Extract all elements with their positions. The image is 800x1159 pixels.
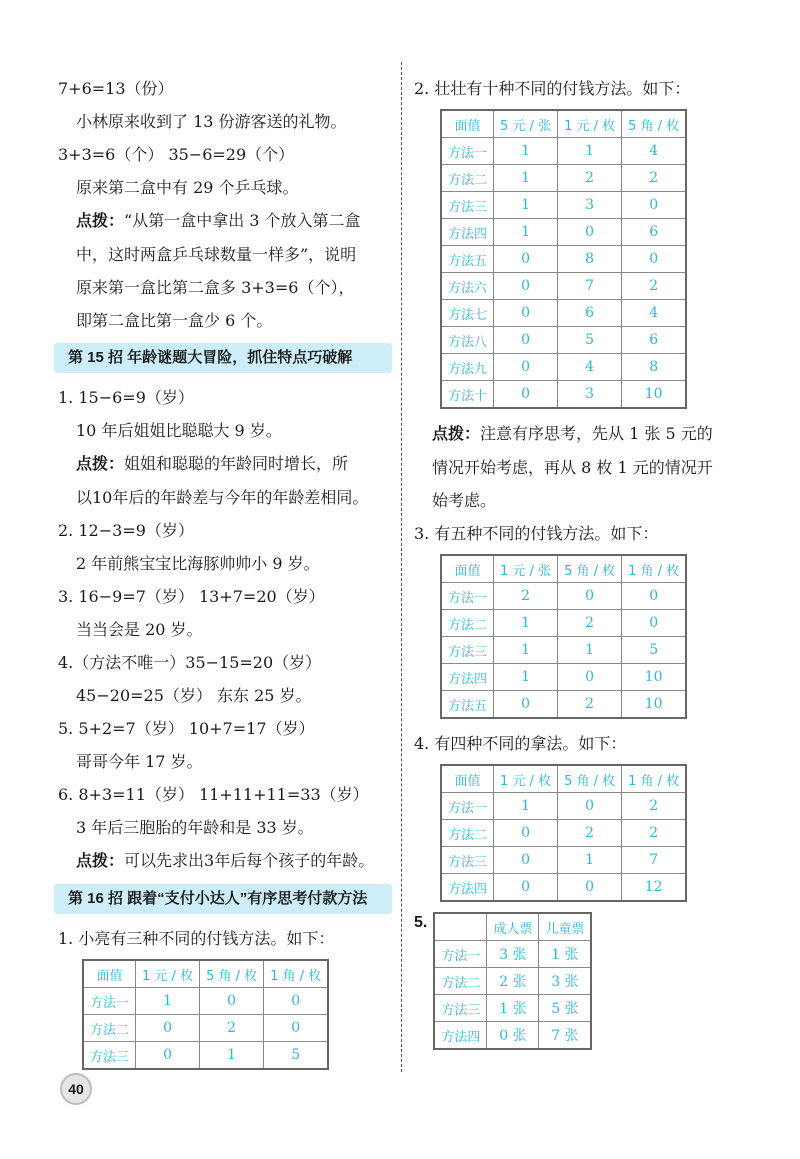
table-header-cell: 面值 <box>83 960 136 988</box>
tip-line: 以10年后的年龄差与今年的年龄差相同。 <box>76 488 369 507</box>
section-header-16: 第 16 招 跟着“支付小达人”有序思考付款方法 <box>54 884 392 914</box>
table-cell: 2 <box>622 793 687 820</box>
table-cell: 方法一 <box>441 138 494 165</box>
table-cell: 2 <box>558 610 622 637</box>
table-cell: 0 <box>494 847 558 874</box>
table-cell: 方法三 <box>441 847 494 874</box>
table-cell: 方法一 <box>83 988 136 1015</box>
table-cell: 10 <box>622 381 687 409</box>
table-cell: 5 <box>264 1042 329 1070</box>
section-header-15: 第 15 招 年龄谜题大冒险，抓住特点巧破解 <box>54 343 392 373</box>
table-cell: 0 <box>136 1015 200 1042</box>
table-header-row <box>83 960 328 988</box>
table-row <box>441 192 686 219</box>
tip-line <box>58 447 392 481</box>
table-cell: 0 张 <box>487 1022 539 1050</box>
table-cell: 1 <box>494 637 558 664</box>
table-row <box>441 664 686 691</box>
table-cell: 7 <box>622 847 687 874</box>
table-cell: 5 <box>558 327 622 354</box>
table-row <box>441 874 686 902</box>
table-header-cell: 5 角 / 枚 <box>558 555 622 583</box>
table-cell: 4 <box>558 354 622 381</box>
tip-text: 可以先求出3年后每个孩子的年龄。 <box>124 851 375 870</box>
table-cell: 方法三 <box>83 1042 136 1070</box>
table-cell: 方法一 <box>434 941 487 968</box>
tip-label: 点拨： <box>76 456 125 473</box>
column-divider <box>401 62 402 1072</box>
table-row <box>441 820 686 847</box>
answer-5: 5. 5+2=7（岁） 10+7=17（岁） <box>58 719 315 738</box>
table-cell: 5 <box>622 637 687 664</box>
table-cell: 方法六 <box>441 273 494 300</box>
table-header-cell: 1 元 / 张 <box>494 555 558 583</box>
table-1 <box>82 959 329 1070</box>
answer-line: 小林原来收到了 13 份游客送的礼物。 <box>76 112 347 131</box>
table-3 <box>440 554 687 719</box>
table-cell: 0 <box>494 691 558 719</box>
table-cell: 0 <box>494 354 558 381</box>
answer-6: 6. 8+3=11（岁） 11+11+11=33（岁） <box>58 785 369 804</box>
answer-line: 45−20=25（岁） 东东 25 岁。 <box>76 686 312 705</box>
tip-label: 点拨： <box>432 426 481 443</box>
table-cell: 方法三 <box>441 637 494 664</box>
table-cell: 1 <box>494 165 558 192</box>
table-cell: 4 <box>622 300 687 327</box>
table-header-cell: 1 角 / 枚 <box>622 555 687 583</box>
tip-text: 姐姐和聪聪的年龄同时增长，所 <box>124 454 349 473</box>
table-row <box>441 354 686 381</box>
table-cell: 10 <box>622 664 687 691</box>
table-cell: 方法二 <box>441 820 494 847</box>
table-cell: 方法九 <box>441 354 494 381</box>
table-cell: 1 张 <box>539 941 592 968</box>
page-number: 40 <box>60 1073 92 1105</box>
table-row <box>434 968 591 995</box>
table-row <box>83 1015 328 1042</box>
tip-line <box>58 844 392 878</box>
right-column <box>414 72 752 1058</box>
table-cell: 方法二 <box>441 610 494 637</box>
table-cell: 2 <box>200 1015 264 1042</box>
table-cell: 方法二 <box>83 1015 136 1042</box>
answer-line: 2 年前熊宝宝比海豚帅帅小 9 岁。 <box>76 554 320 573</box>
table-cell: 1 <box>494 192 558 219</box>
table-cell: 0 <box>622 246 687 273</box>
answer-2: 2. 12−3=9（岁） <box>58 521 194 540</box>
table-row <box>83 1042 328 1070</box>
table-header-cell: 5 元 / 张 <box>494 110 558 138</box>
table-cell: 8 <box>558 246 622 273</box>
table-row <box>83 988 328 1015</box>
table-cell: 7 <box>558 273 622 300</box>
table-cell: 1 <box>200 1042 264 1070</box>
table-cell: 2 <box>558 820 622 847</box>
table-cell: 2 <box>558 165 622 192</box>
tip-label: 点拨： <box>76 213 125 230</box>
table-header-cell: 儿童票 <box>539 913 592 941</box>
table-cell: 方法八 <box>441 327 494 354</box>
table-cell: 1 <box>558 138 622 165</box>
tip-line: 始考虑。 <box>432 491 497 510</box>
table-cell: 方法四 <box>441 219 494 246</box>
table-cell: 0 <box>494 381 558 409</box>
table-cell: 4 <box>622 138 687 165</box>
table-header-cell <box>434 913 487 941</box>
answer-5-number: 5. <box>414 914 428 931</box>
table-cell: 方法二 <box>434 968 487 995</box>
table-row <box>441 381 686 409</box>
table-cell: 0 <box>558 219 622 246</box>
table-cell: 方法一 <box>441 583 494 610</box>
table-cell: 10 <box>622 691 687 719</box>
table-cell: 方法四 <box>434 1022 487 1050</box>
answer-3: 3. 16−9=7（岁） 13+7=20（岁） <box>58 587 325 606</box>
table-cell: 1 张 <box>487 995 539 1022</box>
tip-line: 中，这时两盒乒乓球数量一样多”，说明 <box>76 245 357 264</box>
table-row <box>441 219 686 246</box>
table-cell: 0 <box>558 583 622 610</box>
table-cell: 12 <box>622 874 687 902</box>
table-header-cell: 面值 <box>441 765 494 793</box>
table-row <box>441 691 686 719</box>
tip-line: 原来第一盒比第二盒多 3+3=6（个）， <box>76 278 355 297</box>
table-row <box>441 637 686 664</box>
answer-2: 2. 壮壮有十种不同的付钱方法。如下： <box>414 79 691 98</box>
table-row <box>441 610 686 637</box>
table-cell: 1 <box>558 637 622 664</box>
table-cell: 方法五 <box>441 246 494 273</box>
answer-5: 3+3=6（个） 35−6=29（个） <box>58 145 295 164</box>
table-cell: 2 <box>622 273 687 300</box>
table-cell: 0 <box>558 664 622 691</box>
table-header-cell: 面值 <box>441 555 494 583</box>
table-row <box>434 1022 591 1050</box>
table-cell: 1 <box>494 138 558 165</box>
table-header-cell: 5 角 / 枚 <box>558 765 622 793</box>
table-cell: 3 张 <box>539 968 592 995</box>
table-cell: 6 <box>622 327 687 354</box>
tip-line <box>414 417 752 451</box>
table-header-cell: 1 元 / 枚 <box>136 960 200 988</box>
table-cell: 0 <box>264 988 329 1015</box>
table-cell: 方法四 <box>441 664 494 691</box>
table-cell: 0 <box>558 874 622 902</box>
table-header-cell: 1 角 / 枚 <box>264 960 329 988</box>
table-cell: 1 <box>494 219 558 246</box>
table-cell: 0 <box>494 820 558 847</box>
answer-5-block <box>414 910 752 1058</box>
table-5 <box>433 912 592 1050</box>
table-row <box>441 165 686 192</box>
answer-line <box>58 72 392 105</box>
table-cell: 方法七 <box>441 300 494 327</box>
table-cell: 0 <box>264 1015 329 1042</box>
table-cell: 方法三 <box>441 192 494 219</box>
table-cell: 3 <box>558 192 622 219</box>
tip-line <box>58 204 392 238</box>
answer-1: 1. 小亮有三种不同的付钱方法。如下： <box>58 929 335 948</box>
table-header-cell: 5 角 / 枚 <box>622 110 687 138</box>
answer-line: 3 年后三胞胎的年龄和是 33 岁。 <box>76 818 314 837</box>
answer-3: 3. 有五种不同的付钱方法。如下： <box>414 524 659 543</box>
table-header-cell: 成人票 <box>487 913 539 941</box>
table-cell: 3 <box>558 381 622 409</box>
table-header-row <box>434 913 591 941</box>
table-row <box>441 300 686 327</box>
table-cell: 方法三 <box>434 995 487 1022</box>
table-row <box>441 793 686 820</box>
table-cell: 6 <box>558 300 622 327</box>
table-cell: 3 张 <box>487 941 539 968</box>
table-cell: 0 <box>494 246 558 273</box>
table-cell: 0 <box>622 610 687 637</box>
table-cell: 2 <box>622 165 687 192</box>
table-cell: 2 张 <box>487 968 539 995</box>
left-column <box>58 72 392 1078</box>
table-header-cell: 1 角 / 枚 <box>622 765 687 793</box>
answer-4: 7+6=13（份） <box>58 79 174 98</box>
table-cell: 方法五 <box>441 691 494 719</box>
table-row <box>434 941 591 968</box>
table-cell: 1 <box>494 610 558 637</box>
table-cell: 方法二 <box>441 165 494 192</box>
table-cell: 6 <box>622 219 687 246</box>
answer-4: 4. 有四种不同的拿法。如下： <box>414 734 627 753</box>
table-cell: 0 <box>494 327 558 354</box>
tip-line: 情况开始考虑，再从 8 枚 1 元的情况开 <box>432 458 713 477</box>
table-cell: 1 <box>558 847 622 874</box>
table-cell: 0 <box>136 1042 200 1070</box>
answer-line: 当当会是 20 岁。 <box>76 620 203 639</box>
table-row <box>441 138 686 165</box>
table-cell: 0 <box>494 874 558 902</box>
tip-text: “从第一盒中拿出 3 个放入第二盒 <box>124 211 361 230</box>
table-cell: 1 <box>494 793 558 820</box>
answer-line: 10 年后姐姐比聪聪大 9 岁。 <box>76 421 282 440</box>
table-cell: 方法十 <box>441 381 494 409</box>
table-header-row <box>441 765 686 793</box>
tip-label: 点拨： <box>76 853 125 870</box>
table-cell: 1 <box>136 988 200 1015</box>
table-cell: 2 <box>558 691 622 719</box>
table-row <box>441 273 686 300</box>
tip-line: 即第二盒比第一盒少 6 个。 <box>76 311 273 330</box>
table-cell: 2 <box>494 583 558 610</box>
table-row <box>441 327 686 354</box>
table-cell: 0 <box>558 793 622 820</box>
tip-text: 注意有序思考，先从 1 张 5 元的 <box>480 424 713 443</box>
table-row <box>441 583 686 610</box>
answer-1: 1. 15−6=9（岁） <box>58 388 194 407</box>
table-header-cell: 1 元 / 枚 <box>494 765 558 793</box>
table-row <box>441 246 686 273</box>
table-2 <box>440 109 687 409</box>
table-cell: 0 <box>494 273 558 300</box>
table-header-cell: 1 元 / 枚 <box>558 110 622 138</box>
table-header-row <box>441 555 686 583</box>
table-cell: 0 <box>622 583 687 610</box>
table-cell: 7 张 <box>539 1022 592 1050</box>
table-cell: 0 <box>622 192 687 219</box>
table-4 <box>440 764 687 902</box>
table-cell: 0 <box>494 300 558 327</box>
table-cell: 0 <box>200 988 264 1015</box>
table-cell: 1 <box>494 664 558 691</box>
answer-line: 原来第二盒中有 29 个乒乓球。 <box>76 178 299 197</box>
table-header-row <box>441 110 686 138</box>
answer-line: 哥哥今年 17 岁。 <box>76 752 203 771</box>
table-header-cell: 5 角 / 枚 <box>200 960 264 988</box>
table-cell: 方法一 <box>441 793 494 820</box>
table-cell: 8 <box>622 354 687 381</box>
table-cell: 方法四 <box>441 874 494 902</box>
table-row <box>441 847 686 874</box>
answer-4: 4.（方法不唯一）35−15=20（岁） <box>58 653 322 672</box>
table-header-cell: 面值 <box>441 110 494 138</box>
table-row <box>434 995 591 1022</box>
table-cell: 5 张 <box>539 995 592 1022</box>
table-cell: 2 <box>622 820 687 847</box>
